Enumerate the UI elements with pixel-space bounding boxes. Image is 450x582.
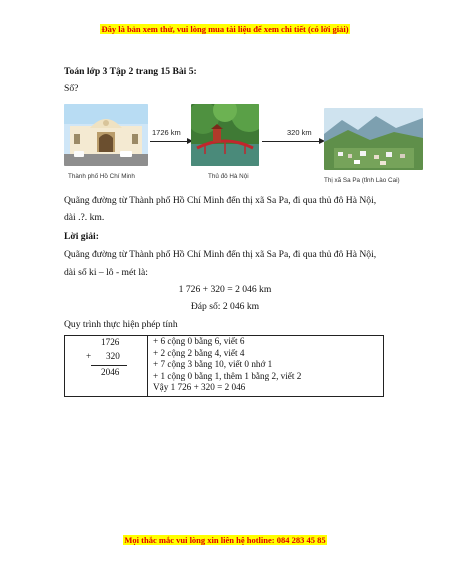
solution-answer: Đáp số: 2 046 km bbox=[190, 301, 260, 312]
header-banner: Đây là bản xem thử, vui lòng mua tài liệu để xem chi tiết (có lời giải) bbox=[101, 24, 349, 34]
distance-hanoi-sapa: 320 km bbox=[287, 128, 312, 137]
arrow-1 bbox=[150, 141, 188, 142]
footer-banner: Mọi thắc mắc vui lòng xin liên hệ hotline: 084 283 45 85 bbox=[124, 535, 326, 545]
step-4: + 1 cộng 0 bằng 1, thêm 1 bằng 2, viết 2 bbox=[153, 370, 302, 381]
exercise-title: Toán lớp 3 Tập 2 trang 15 Bài 5: bbox=[64, 66, 197, 77]
sum-result: 2046 bbox=[101, 367, 120, 377]
question-line-1: Quãng đường từ Thành phố Hồ Chí Minh đến thị xã Sa Pa, đi qua thủ đô Hà Nội, bbox=[64, 195, 377, 206]
question-line-2: dài .?. km. bbox=[64, 212, 105, 223]
step-conclusion: Vậy 1 726 + 320 = 2 046 bbox=[153, 382, 246, 392]
caption-sapa: Thị xã Sa Pa (tỉnh Lào Cai) bbox=[324, 177, 400, 184]
solution-line-1: Quãng đường từ Thành phố Hồ Chí Minh đến thị xã Sa Pa, đi qua thủ đô Hà Nội, bbox=[64, 249, 377, 260]
sapa-photo bbox=[324, 108, 423, 170]
distance-hcmc-hanoi: 1726 km bbox=[152, 128, 181, 137]
plus-sign: + bbox=[86, 351, 92, 361]
step-2: + 2 cộng 2 bằng 4, viết 4 bbox=[153, 347, 245, 358]
addend-1: 1726 bbox=[101, 337, 120, 347]
table-divider bbox=[147, 336, 148, 396]
solution-equation: 1 726 + 320 = 2 046 km bbox=[178, 284, 272, 295]
process-label: Quy trình thực hiện phép tính bbox=[64, 319, 178, 330]
hanoi-photo bbox=[191, 104, 259, 166]
exercise-prompt: Số? bbox=[64, 83, 79, 94]
caption-hanoi: Thủ đô Hà Nội bbox=[208, 173, 249, 180]
hcmc-photo bbox=[64, 104, 148, 166]
sum-line bbox=[91, 365, 127, 366]
addend-2: 320 bbox=[106, 351, 120, 361]
solution-line-2: dài số ki – lô - mét là: bbox=[64, 267, 148, 278]
calc-table bbox=[64, 335, 384, 397]
arrow-2 bbox=[262, 141, 320, 142]
step-1: + 6 cộng 0 bằng 6, viết 6 bbox=[153, 336, 245, 346]
caption-hcmc: Thành phố Hồ Chí Minh bbox=[68, 173, 135, 180]
solution-heading: Lời giải: bbox=[64, 231, 99, 242]
step-3: + 7 cộng 3 bằng 10, viết 0 nhớ 1 bbox=[153, 359, 273, 369]
